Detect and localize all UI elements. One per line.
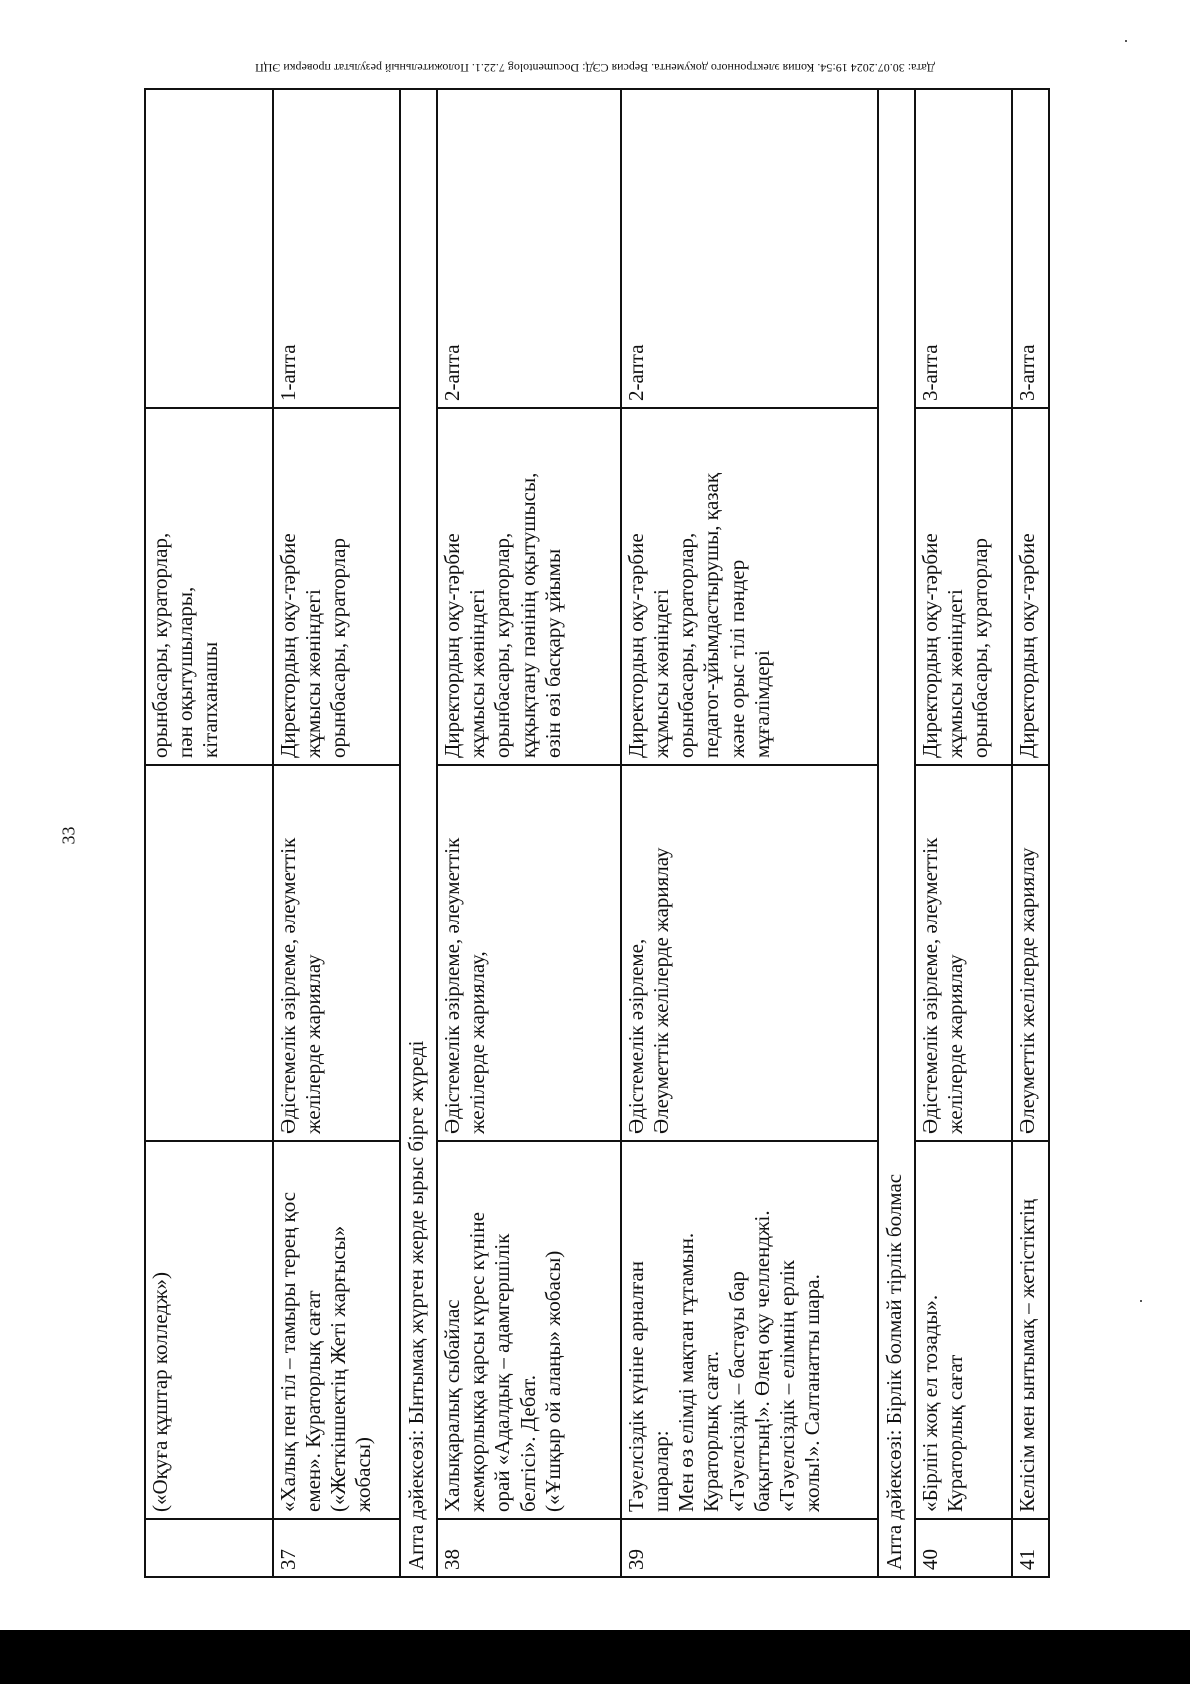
event-line: емен». Кураторлық сағат bbox=[300, 1290, 325, 1512]
event-line: «Тәуелсіздік – бастауы бар bbox=[724, 1271, 749, 1512]
scan-speck bbox=[1140, 1300, 1142, 1302]
term-cell: 1-апта bbox=[273, 89, 401, 408]
event-line: жемқорлыққа қарсы күрес күніне bbox=[465, 1212, 490, 1512]
responsible-cell bbox=[621, 408, 878, 765]
event-line: белгісі». Дебат. bbox=[515, 1374, 540, 1512]
page-number: 33 bbox=[58, 826, 79, 845]
responsible-line: Директордың оқу-тәрбие bbox=[439, 533, 464, 758]
form-cell bbox=[145, 765, 273, 1141]
row-number: 41 bbox=[1012, 1519, 1049, 1577]
form-cell bbox=[273, 765, 401, 1141]
event-line: «Бірлігі жоқ ел тозады». bbox=[917, 1294, 942, 1512]
form-line: желілерде жариялау, bbox=[465, 951, 490, 1134]
responsible-cell bbox=[273, 408, 401, 765]
row-number: 40 bbox=[915, 1519, 1012, 1577]
form-cell bbox=[915, 765, 1012, 1141]
form-line: Әдістемелік әзірлеме, әлеуметтік bbox=[917, 837, 942, 1134]
row-number bbox=[145, 1519, 273, 1577]
table-row bbox=[1012, 89, 1049, 1577]
event-cell bbox=[273, 1141, 401, 1519]
form-line: желілерде жариялау bbox=[943, 954, 968, 1134]
event-line: бақыттың!». Өлең оқу челленджі. bbox=[749, 1210, 774, 1512]
responsible-line: орынбасары, кураторлар, bbox=[674, 532, 699, 758]
event-cell bbox=[145, 1141, 273, 1519]
section-header: Апта дәйексөзі: Ынтымақ жүрген жерде ырыс бірге жүреді bbox=[400, 89, 437, 1577]
event-line: жолы!». Салтанатты шара. bbox=[800, 1274, 825, 1512]
events-table bbox=[144, 88, 1050, 1578]
section-row bbox=[878, 89, 915, 1577]
responsible-line: жұмысы жөніндегі bbox=[300, 589, 325, 758]
responsible-line: құқықтану пәнінің оқытушысы, bbox=[515, 472, 540, 758]
responsible-line: жұмысы жөніндегі bbox=[648, 589, 673, 758]
responsible-line: Директордың оқу-тәрбие bbox=[1015, 533, 1040, 758]
form-cell bbox=[1012, 765, 1049, 1141]
row-number: 39 bbox=[621, 1519, 878, 1577]
event-line: Кураторлық сағат. bbox=[699, 1350, 724, 1512]
document-verification-stamp: Дата: 30.07.2024 19:54. Копия электронного документа. Версия СЭД: Documentolog 7.22.1. Положительный результат проверки ЭЦП bbox=[255, 61, 935, 75]
event-line: орай «Адалдық – адамгершілік bbox=[490, 1233, 515, 1512]
responsible-line: орынбасары, кураторлар, bbox=[490, 532, 515, 758]
rotated-table-container bbox=[144, 90, 1050, 1578]
event-line: шаралар: bbox=[648, 1430, 673, 1512]
event-line: Тәуелсіздік күніне арналған bbox=[623, 1260, 648, 1512]
responsible-cell bbox=[915, 408, 1012, 765]
table-row bbox=[145, 89, 273, 1577]
responsible-line: педагог-ұйымдастырушы, қазақ bbox=[699, 472, 724, 758]
section-header: Апта дәйексөзі: Бірлік болмай тірлік болмас bbox=[878, 89, 915, 1577]
row-number: 37 bbox=[273, 1519, 401, 1577]
form-line: Әдістемелік әзірлеме, әлеуметтік bbox=[275, 837, 300, 1134]
scan-speck bbox=[1125, 40, 1127, 42]
scan-border-bar bbox=[0, 1630, 1190, 1684]
responsible-line: Директордың оқу-тәрбие bbox=[917, 533, 942, 758]
section-row bbox=[400, 89, 437, 1577]
form-cell bbox=[437, 765, 621, 1141]
form-line: Әдістемелік әзірлеме, әлеуметтік bbox=[439, 837, 464, 1134]
event-line: жобасы) bbox=[351, 1437, 376, 1512]
responsible-line: жұмысы жөніндегі bbox=[943, 589, 968, 758]
events-table-body bbox=[145, 89, 1049, 1577]
term-cell: 3-апта bbox=[1012, 89, 1049, 408]
event-cell bbox=[915, 1141, 1012, 1519]
event-cell bbox=[621, 1141, 878, 1519]
responsible-line: мұғалімдері bbox=[749, 650, 774, 758]
form-line: Әлеуметтік желілерде жариялау bbox=[648, 847, 673, 1134]
form-line: желілерде жариялау bbox=[300, 954, 325, 1134]
responsible-cell bbox=[1012, 408, 1049, 765]
term-cell: 3-апта bbox=[915, 89, 1012, 408]
term-cell: 2-апта bbox=[621, 89, 878, 408]
row-number: 38 bbox=[437, 1519, 621, 1577]
event-line: («Ұшқыр ой алаңы» жобасы) bbox=[540, 1250, 565, 1512]
responsible-line: пән оқытушылары, bbox=[173, 586, 198, 758]
event-cell bbox=[437, 1141, 621, 1519]
responsible-cell bbox=[437, 408, 621, 765]
event-line: («Жеткіншектің Жеті жарғысы» bbox=[325, 1225, 350, 1512]
form-line: Әлеуметтік желілерде жариялау bbox=[1015, 847, 1040, 1134]
table-row bbox=[273, 89, 401, 1577]
responsible-cell bbox=[145, 408, 273, 765]
responsible-line: орынбасары, кураторлар, bbox=[148, 532, 172, 758]
responsible-line: және орыс тілі пәндер bbox=[724, 559, 749, 758]
event-line: Келісім мен ынтымақ – жетістіктің bbox=[1015, 1198, 1040, 1512]
responsible-line: Директордың оқу-тәрбие bbox=[623, 533, 648, 758]
table-row bbox=[915, 89, 1012, 1577]
event-line: («Оқуға құштар колледж») bbox=[148, 1272, 172, 1512]
responsible-line: Директордың оқу-тәрбие bbox=[275, 533, 300, 758]
event-line: Кураторлық сағат bbox=[943, 1354, 968, 1512]
term-cell: 2-апта bbox=[437, 89, 621, 408]
event-line: «Тәуелсіздік – елімнің ерлік bbox=[774, 1259, 799, 1512]
responsible-line: орынбасары, кураторлар bbox=[968, 538, 993, 758]
responsible-line: жұмысы жөніндегі bbox=[465, 589, 490, 758]
event-cell bbox=[1012, 1141, 1049, 1519]
table-row bbox=[437, 89, 621, 1577]
responsible-line: кітапханашы bbox=[198, 641, 223, 758]
term-cell bbox=[145, 89, 273, 408]
table-row bbox=[621, 89, 878, 1577]
form-line: Әдістемелік әзірлеме, bbox=[623, 938, 648, 1134]
event-line: Мен өз елімді мақтан тұтамын. bbox=[674, 1232, 699, 1512]
form-cell bbox=[621, 765, 878, 1141]
event-line: Халықаралық сыбайлас bbox=[439, 1299, 464, 1512]
responsible-line: орынбасары, кураторлар bbox=[325, 538, 350, 758]
event-line: «Халық пен тіл – тамыры терең қос bbox=[275, 1191, 300, 1512]
responsible-line: өзін өзі басқару ұйымы bbox=[540, 548, 565, 758]
